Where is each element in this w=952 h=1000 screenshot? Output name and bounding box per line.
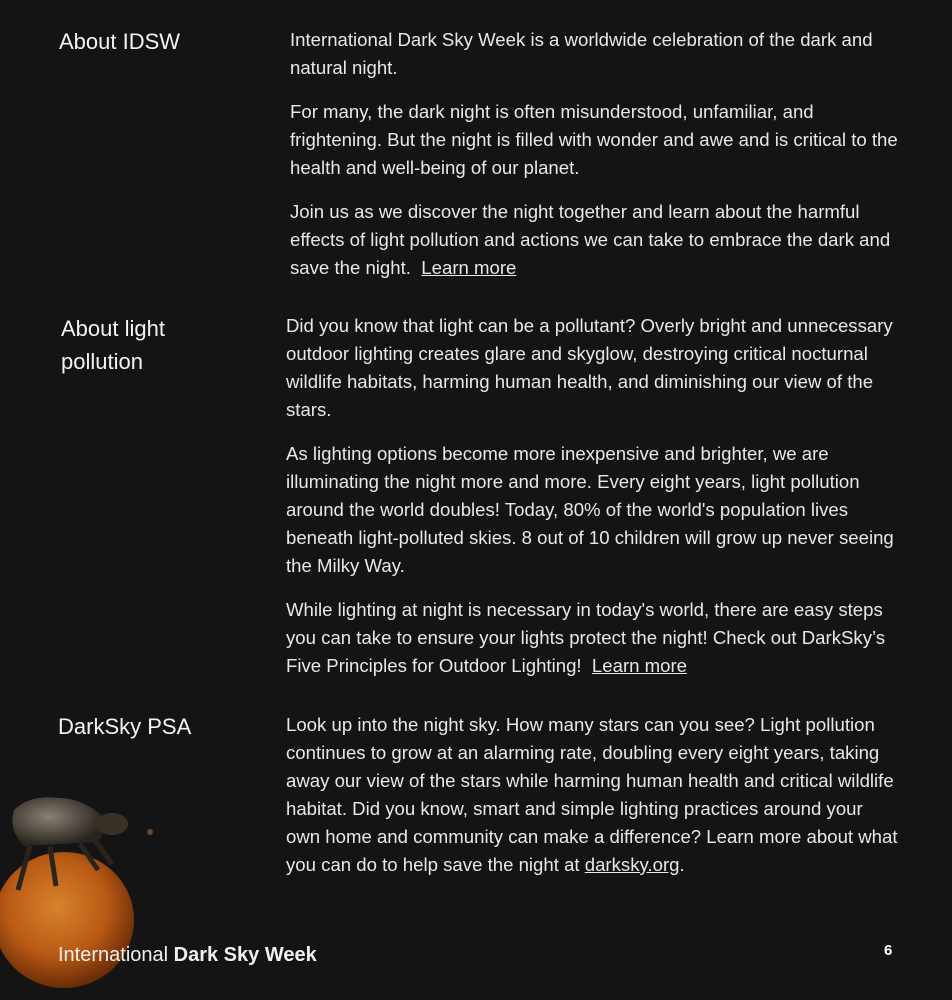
section-body-about-light-pollution [286,312,898,696]
paragraph [286,312,898,424]
paragraph [290,198,902,282]
learn-more-link[interactable]: Learn more [591,655,688,676]
paragraph [286,711,898,879]
paragraph-text: While lighting at night is necessary in today's world, there are easy steps you can take to ensure your lights protect the night! Check out DarkSky’s Five Principles for Outdoor Lighting! [286,599,886,676]
paragraph-text: Did you know that light can be a pollutant? Overly bright and unnecessary outdoor lighting creates glare and skyglow, destroying critical nocturnal wildlife habitats, harming human health, and diminishing our view of the stars. [286,315,893,420]
section-body-darksky-psa [286,711,898,895]
footer-brand [58,944,317,967]
paragraph [290,26,902,82]
footer-brand-bold: Dark Sky Week [173,944,317,966]
paragraph [286,440,898,580]
section-body-about-idsw [290,26,902,298]
paragraph [286,596,898,680]
paragraph-text: As lighting options become more inexpensive and brighter, we are illuminating the night more and more. Every eight years, light pollution around the world doubles! Today, 80% of the world's population lives beneath light-polluted skies. 8 out of 10 children will grow up never seeing the Milky Way. [286,443,894,576]
punctuation: . [679,854,685,875]
learn-more-link[interactable]: Learn more [421,257,517,278]
section-heading-about-light-pollution: About light pollution [61,316,165,374]
paragraph-text: Join us as we discover the night together and learn about the harmful effects of light pollution and actions we can take to embrace the dark and save the night. [290,201,891,278]
section-heading-about-idsw: About IDSW [59,29,181,54]
paragraph-text: International Dark Sky Week is a worldwide celebration of the dark and natural night. [290,29,873,78]
paragraph-text: Look up into the night sky. How many stars can you see? Light pollution continues to grow at an alarming rate, doubling every eight years, taking away our view of the stars while harming human health and critical wildlife habitat. Did you know, smart and simple lighting practices around your own home and community can make a difference? Learn more about what you can do to help save the night at [286,714,898,875]
darksky-org-link[interactable]: darksky.org [584,854,680,875]
paragraph-text: For many, the dark night is often misunderstood, unfamiliar, and frightening. But the night is filled with wonder and awe and is critical to the health and well-being of our planet. [290,101,898,178]
section-heading-darksky-psa: DarkSky PSA [58,714,192,739]
paragraph [290,98,902,182]
footer-brand-light: International [58,944,169,966]
page-number: 6 [884,942,893,959]
